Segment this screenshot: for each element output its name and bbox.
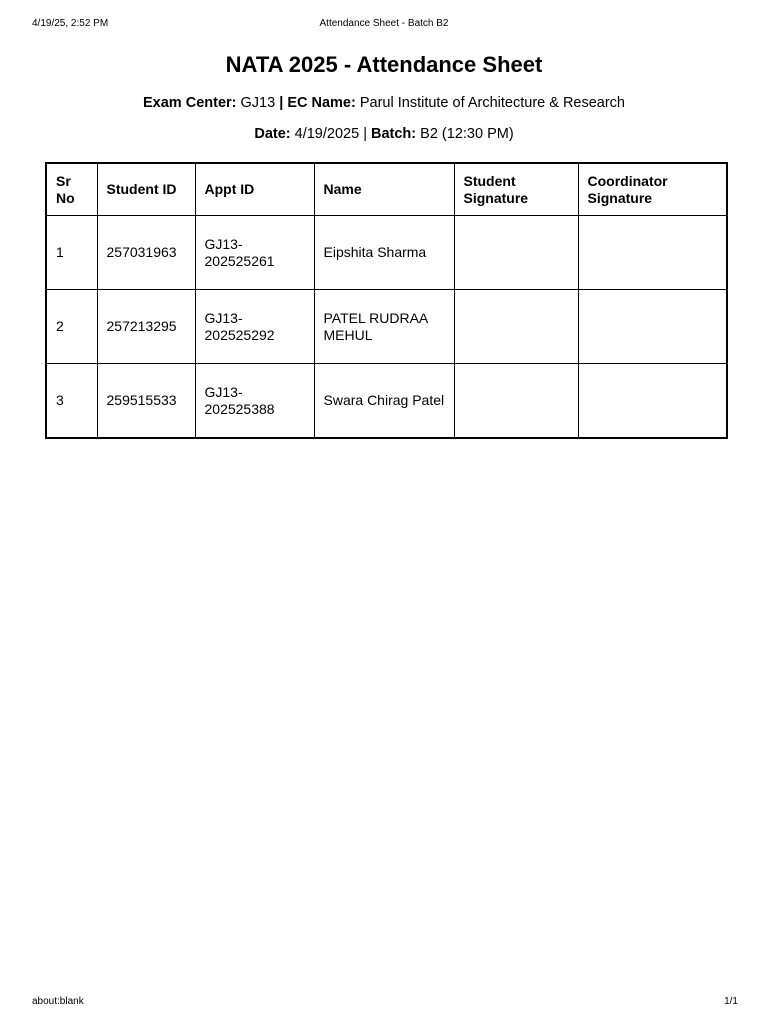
table-row — [46, 290, 727, 364]
cell-sr-no: 2 — [46, 290, 97, 364]
batch-value: B2 (12:30 PM) — [420, 126, 514, 142]
info-separator: | — [363, 126, 367, 142]
document-title: NATA 2025 - Attendance Sheet — [225, 52, 543, 77]
cell-student-signature — [454, 290, 578, 364]
cell-coordinator-signature — [578, 290, 727, 364]
print-datetime: 4/19/25, 2:52 PM — [32, 18, 109, 29]
exam-center-value: GJ13 — [240, 95, 276, 111]
date-value: 4/19/2025 — [294, 126, 360, 142]
date-label: Date: — [254, 126, 291, 142]
batch-label: Batch: — [371, 126, 417, 142]
exam-center-label: Exam Center: — [143, 95, 237, 111]
header-student-signature: Student Signature — [454, 163, 578, 216]
cell-appt-id: GJ13-202525292 — [195, 290, 314, 364]
exam-center-line — [0, 95, 768, 111]
ec-name-value: Parul Institute of Architecture & Research — [359, 95, 625, 111]
header-name: Name — [314, 163, 454, 216]
cell-student-id: 257031963 — [97, 216, 195, 290]
cell-name: Swara Chirag Patel — [314, 364, 454, 439]
cell-coordinator-signature — [578, 216, 727, 290]
cell-student-signature — [454, 364, 578, 439]
cell-student-id: 259515533 — [97, 364, 195, 439]
cell-sr-no: 1 — [46, 216, 97, 290]
info-separator: | — [279, 95, 284, 111]
attendance-table — [45, 162, 728, 439]
cell-coordinator-signature — [578, 364, 727, 439]
print-url: about:blank — [32, 996, 84, 1007]
print-page-title: Attendance Sheet - Batch B2 — [319, 18, 449, 29]
table-row — [46, 364, 727, 439]
ec-name-label: EC Name: — [287, 95, 356, 111]
cell-name: PATEL RUDRAA MEHUL — [314, 290, 454, 364]
cell-name: Eipshita Sharma — [314, 216, 454, 290]
cell-appt-id: GJ13-202525261 — [195, 216, 314, 290]
table-row — [46, 216, 727, 290]
cell-student-signature — [454, 216, 578, 290]
cell-sr-no: 3 — [46, 364, 97, 439]
header-student-id: Student ID — [97, 163, 195, 216]
table-header-row — [46, 163, 727, 216]
cell-student-id: 257213295 — [97, 290, 195, 364]
print-page-count: 1/1 — [724, 996, 738, 1007]
header-appt-id: Appt ID — [195, 163, 314, 216]
header-coordinator-signature: Coordinator Signature — [578, 163, 727, 216]
cell-appt-id: GJ13-202525388 — [195, 364, 314, 439]
header-sr-no: Sr No — [46, 163, 97, 216]
print-header — [0, 18, 768, 32]
date-batch-line — [0, 126, 768, 142]
print-footer — [0, 996, 768, 1010]
